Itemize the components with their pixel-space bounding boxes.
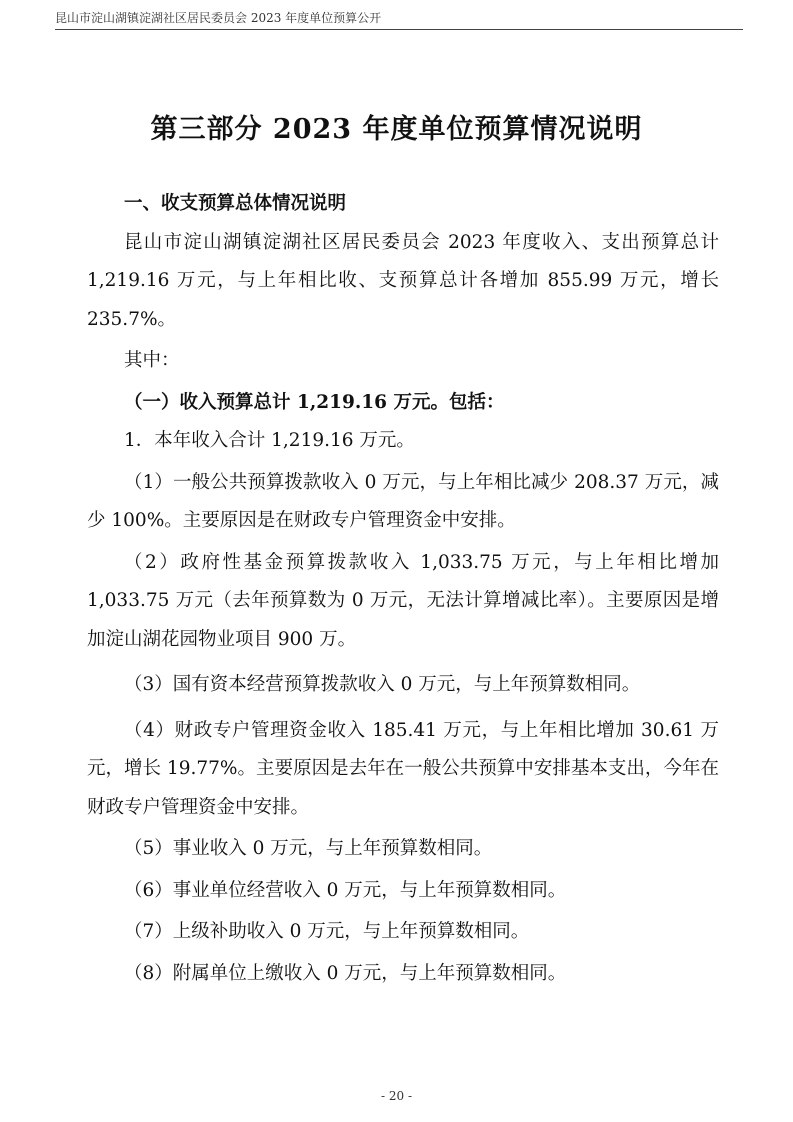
page-number: - 20 - [380, 1089, 412, 1103]
income-sub-7: （7）上级补助收入 0 万元，与上年预算数相同。 [124, 921, 530, 942]
overview-paragraph: 昆山市淀山湖镇淀湖社区居民委员会 2023 年度收入、支出预算总计 1,219.16 万元，与上年相比收、支预算总计各增加 855.99 万元，增长 235.7%。 [87, 231, 719, 330]
document-body [87, 185, 719, 993]
income-sub-6: （6）事业单位经营收入 0 万元，与上年预算数相同。 [124, 879, 567, 901]
header-divider [55, 29, 743, 30]
income-sub-1: （1）一般公共预算拨款收入 0 万元，与上年相比减少 208.37 万元，减少 100%。主要原因是在财政专户管理资金中安排。 [87, 471, 719, 531]
income-sub-5: （5）事业收入 0 万元，与上年预算数相同。 [124, 838, 493, 859]
among-label: 其中： [124, 350, 180, 371]
income-item-1: 1．本年收入合计 1,219.16 万元。 [124, 430, 415, 451]
income-sub-2: （2）政府性基金预算拨款收入 1,033.75 万元，与上年相比增加 1,033.75 万元（去年预算数为 0 万元，无法计算增减比率）。主要原因是增加淀山湖花园物业项目 900 万。 [87, 551, 719, 650]
income-sub-3: （3）国有资本经营预算拨款收入 0 万元，与上年预算数相同。 [124, 674, 641, 695]
page-title: 第三部分 2023 年度单位预算情况说明 [150, 114, 643, 145]
income-sub-8: （8）附属单位上缴收入 0 万元，与上年预算数相同。 [124, 962, 567, 984]
section-heading-overview: 一、收支预算总体情况说明 [124, 193, 347, 214]
income-total-heading: （一）收入预算总计 1,219.16 万元。包括： [124, 391, 505, 413]
income-sub-4: （4）财政专户管理资金收入 185.41 万元，与上年相比增加 30.61 万元，增长 19.77%。主要原因是去年在一般公共预算中安排基本支出，今年在财政专户管理资金中安排。 [87, 719, 719, 818]
running-header: 昆山市淀山湖镇淀湖社区居民委员会 2023 年度单位预算公开 [55, 11, 382, 25]
